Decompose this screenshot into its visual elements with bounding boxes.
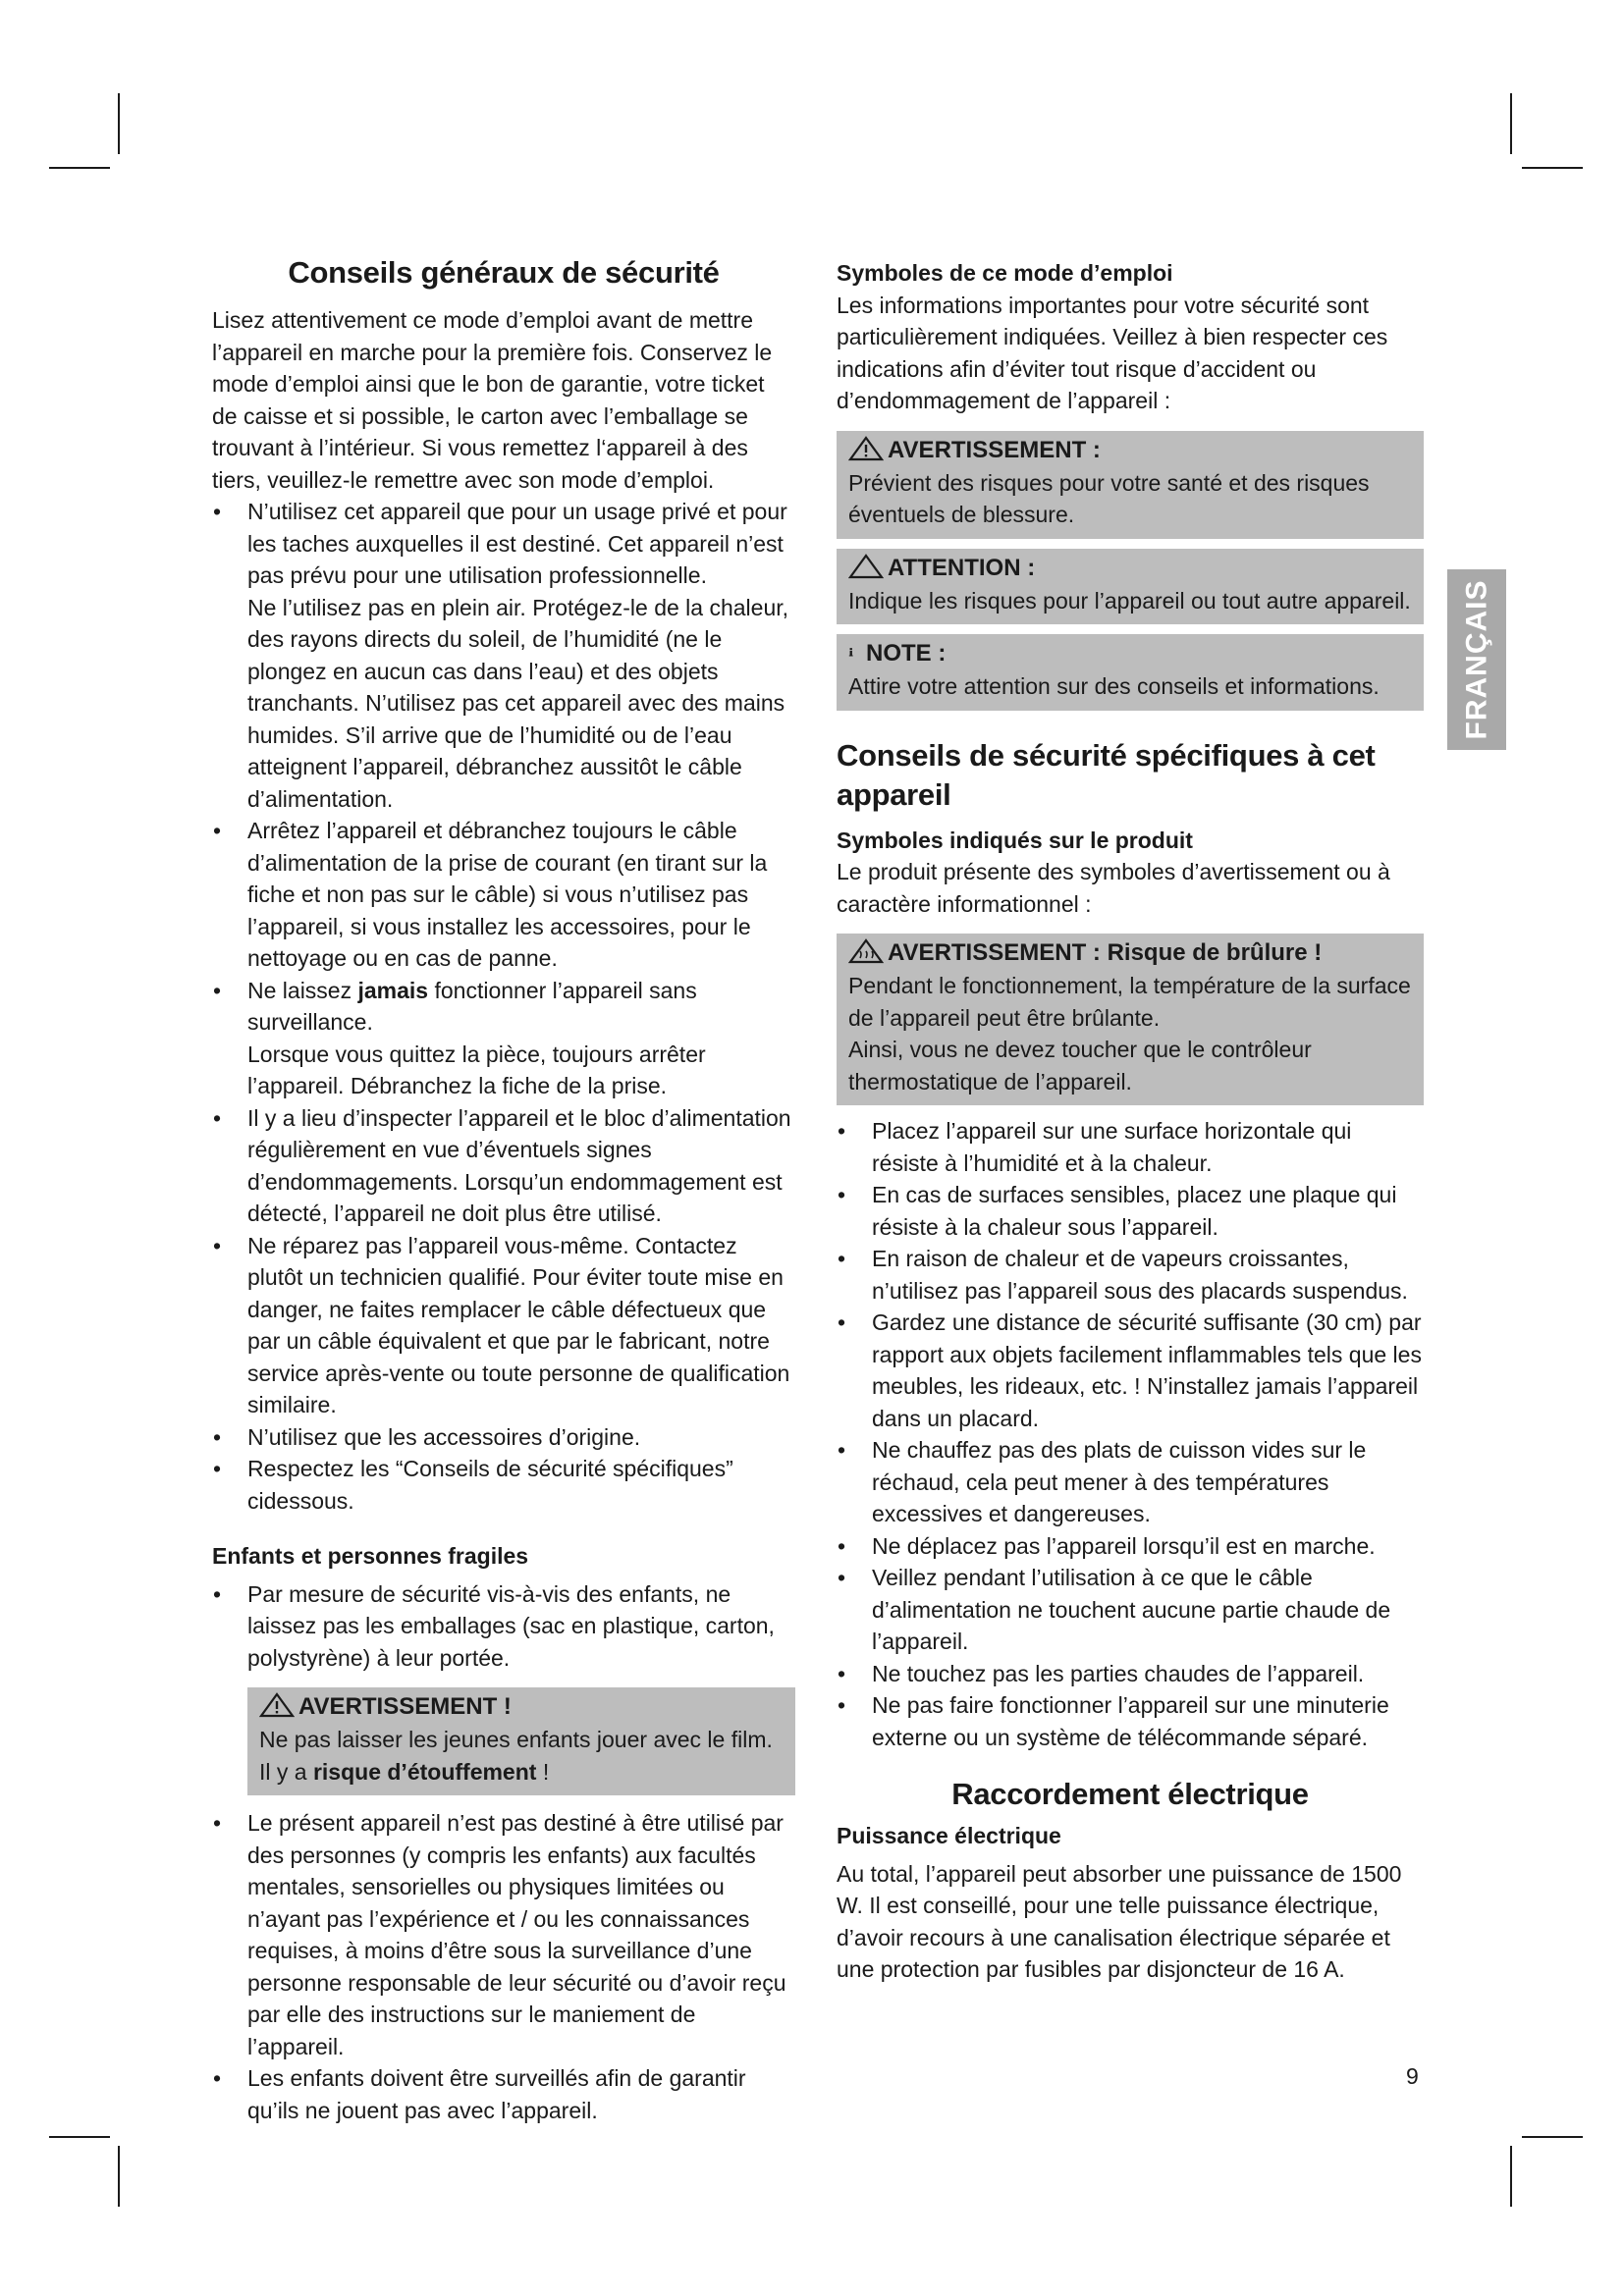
list-item: • Ne laissez jamais fonctionner l’appareil sans surveillance. Lorsque vous quittez la pièce, toujours arrêter l’appareil. Débranchez la fiche de la prise. [213, 977, 706, 1098]
warning-triangle-icon [259, 1692, 295, 1718]
list-item: • Ne touchez pas les parties chaudes de l’appareil. [838, 1660, 1365, 1686]
list-item: • Ne réparez pas l’appareil vous-même. Contactez plutôt un technicien qualifié. Pour éviter toute mise en danger, ne faites remplacer le câble défectueux que par un câble équivalent et que par le fabricant, notre service après-vente ou toute personne de qualification similaire. [213, 1232, 790, 1417]
crop-mark [1522, 167, 1583, 169]
crop-mark [118, 93, 120, 154]
attention-box: ATTENTION : Indique les risques pour l’appareil ou tout autre appareil. [837, 549, 1424, 625]
list-item: • Veillez pendant l’utilisation à ce que le câble d’alimentation ne touchent aucune partie chaude de l’appareil. [838, 1565, 1391, 1654]
list-item: • En raison de chaleur et de vapeurs croissantes, n’utilisez pas l’appareil sous des placards suspendus. [838, 1246, 1408, 1304]
right-column [837, 253, 1424, 1986]
note-box: NOTE : Attire votre attention sur des conseils et informations. [837, 634, 1424, 711]
electrical-connection-title: Raccordement électrique [951, 1777, 1309, 1811]
language-tab-label: FRANÇAIS [1460, 579, 1492, 740]
list-item: • Gardez une distance de sécurité suffisante (30 cm) par rapport aux objets facilement inflammables tels que les meubles, les rideaux, etc. ! N’installez jamais l’appareil dans un placard. [838, 1309, 1422, 1431]
language-tab [1447, 569, 1506, 750]
crop-mark [1510, 93, 1512, 154]
left-column [212, 253, 795, 2126]
list-item: • Respectez les “Conseils de sécurité spécifiques” cidessous. [213, 1456, 733, 1514]
symbols-heading: Symboles de ce mode d’emploi [837, 260, 1173, 286]
hot-surface-warning-icon [848, 938, 884, 964]
info-icon [848, 639, 862, 665]
list-item: • Par mesure de sécurité vis-à-vis des enfants, ne laissez pas les emballages (sac en plastique, carton, polystyrène) à leur portée. [213, 1580, 775, 1671]
list-item: • Ne pas faire fonctionner l’appareil sur une minuterie externe ou un système de télécommande séparé. [838, 1692, 1389, 1750]
list-item: • N’utilisez que les accessoires d’origine. [213, 1423, 641, 1450]
crop-mark [1522, 2136, 1583, 2138]
list-item: • Ne chauffez pas des plats de cuisson vides sur le réchaud, cela peut mener à des températures excessives et dangereuses. [838, 1437, 1367, 1526]
warning-box: AVERTISSEMENT : Prévient des risques pour votre santé et des risques éventuels de blessure. [837, 431, 1424, 539]
children-heading: Enfants et personnes fragiles [212, 1543, 529, 1569]
list-item: • Arrêtez l’appareil et débranchez toujours le câble d’alimentation de la prise de courant (en tirant sur la fiche et non pas sur le câble) si vous n’utilisez pas l’appareil, si vous installez les accessoires, pour le nettoyage ou en cas de panne. [213, 818, 768, 971]
list-item: • Placez l’appareil sur une surface horizontale qui résiste à l’humidité et à la chaleur. [838, 1118, 1352, 1176]
list-item: • Le présent appareil n’est pas destiné à être utilisé par des personnes (y compris les enfants) aux facultés mentales, sensorielles ou physiques limitées ou n’ayant pas l’expérience et / ou les connaissances requises, à moins d’être sous la surveillance d’une personne responsable de leur sécurité ou d’avoir reçu par elle des instructions sur le maniement de l’appareil. [213, 1810, 786, 2059]
symbols-intro: Les informations importantes pour votre sécurité sont particulièrement indiquées. Veillez à bien respecter ces indications afin d’éviter tout risque d’accident ou d’endommagement de l’appareil : [837, 292, 1388, 413]
attention-triangle-icon [848, 554, 884, 579]
list-item: • Il y a lieu d’inspecter l’appareil et le bloc d’alimentation régulièrement en vue d’éventuels signes d’endommagements. Lorsqu’un endommagement est détecté, l’appareil ne doit plus être utilisé. [213, 1104, 791, 1226]
page-number: 9 [1406, 2063, 1419, 2089]
general-safety-list [212, 496, 795, 1517]
product-symbols-text: Le produit présente des symboles d’avertissement ou à caractère informationnel : [837, 859, 1390, 917]
general-safety-title: Conseils généraux de sécurité [288, 255, 720, 290]
intro-paragraph: Lisez attentivement ce mode d’emploi avant de mettre l’appareil en marche pour la première fois. Conservez le mode d’emploi ainsi que le bon de garantie, votre ticket de caisse et si possible, le carton avec l’emballage se trouvant à l’intérieur. Si vous remettez l‘appareil à des tiers, veuillez-le remettre avec son mode d’emploi. [212, 307, 773, 493]
specific-safety-list [837, 1115, 1424, 1753]
list-item: • Ne déplacez pas l’appareil lorsqu’il est en marche. [838, 1532, 1376, 1559]
crop-mark [1510, 2146, 1512, 2207]
warning-box-suffocation: AVERTISSEMENT ! Ne pas laisser les jeunes enfants jouer avec le film. Il y a risque d’étouffement ! [247, 1687, 795, 1795]
list-item: • En cas de surfaces sensibles, placez une plaque qui résiste à la chaleur sous l’appareil. [838, 1182, 1397, 1240]
crop-mark [49, 167, 110, 169]
list-item: • N’utilisez cet appareil que pour un usage privé et pour les taches auxquelles il est destiné. Cet appareil n’est pas prévu pour une utilisation professionnelle. Ne l’utilisez pas en plein air. Protégez-le de la chaleur, des rayons directs du soleil, de l’humidité (ne le plongez en aucun cas dans l’eau) et des objets tranchants. N’utilisez pas cet appareil avec des mains humides. S’il arrive que de l’humidité ou de l’eau atteignent l’appareil, débranchez aussitôt le câble d’alimentation. [213, 499, 789, 812]
list-item: • Les enfants doivent être surveillés afin de garantir qu’ils ne jouent pas avec l’appareil. [213, 2065, 746, 2123]
children-list-continued [212, 1807, 795, 2126]
power-text: Au total, l’appareil peut absorber une puissance de 1500 W. Il est conseillé, pour une telle puissance électrique, d’avoir recours à une canalisation électrique séparée et une protection par fusibles par disjoncteur de 16 A. [837, 1860, 1402, 1982]
product-symbols-heading: Symboles indiqués sur le produit [837, 827, 1193, 853]
burn-warning-box: AVERTISSEMENT : Risque de brûlure ! Pendant le fonctionnement, la température de la surface de l’appareil peut être brûlante. Ainsi, vous ne devez toucher que le contrôleur thermostatique de l’appareil. [837, 934, 1424, 1105]
specific-safety-title: Conseils de sécurité spécifiques à cet appareil [837, 737, 1376, 812]
power-heading: Puissance électrique [837, 1823, 1061, 1848]
warning-triangle-icon [848, 436, 884, 461]
children-list [212, 1578, 795, 1675]
crop-mark [49, 2136, 110, 2138]
crop-mark [118, 2146, 120, 2207]
